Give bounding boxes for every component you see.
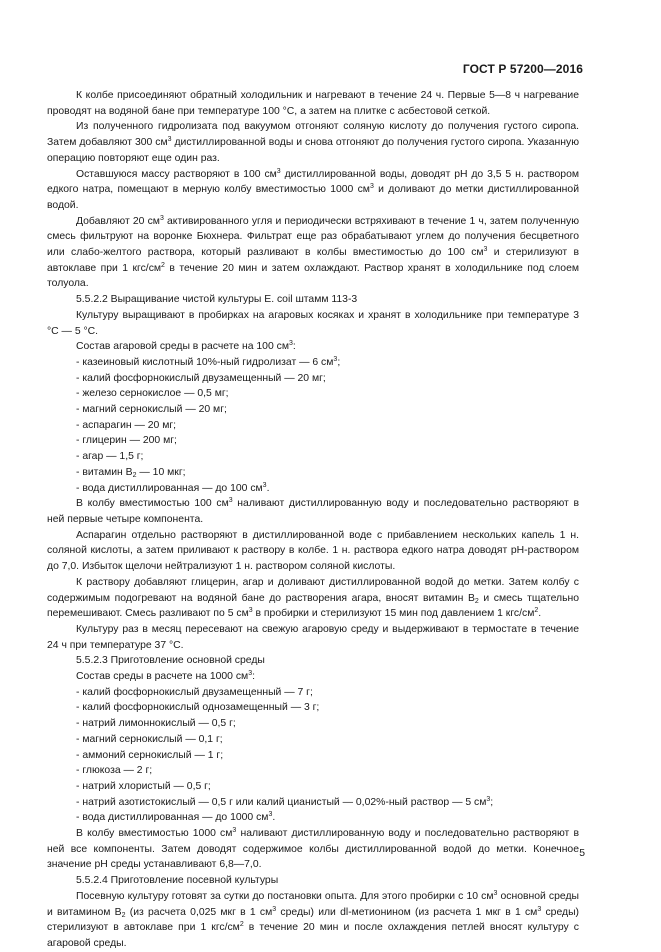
paragraph: Культуру раз в месяц пересевают на свежую агаровую среду и выдерживают в термостате в течение 24 ч при температуре 37 °С. xyxy=(47,623,579,651)
standard-header: ГОСТ Р 57200—2016 xyxy=(462,62,583,76)
list-item: - вода дистиллированная — до 1000 $см^3$. xyxy=(76,811,276,824)
list-item: - железо сернокислое — 0,5 мг; xyxy=(76,388,229,400)
section-heading-5-5-2-2: 5.5.2.2 Выращивание чистой культуры E. coil штамм 113-3 xyxy=(76,294,358,306)
section-heading-5-5-2-4: 5.5.2.4 Приготовление посевной культуры xyxy=(76,875,279,887)
paragraph: Культуру выращивают в пробирках на агаровых косяках и хранят в холодильнике при температуре 3 °С — 5 °С. xyxy=(47,309,579,337)
paragraph: Аспарагин отдельно растворяют в дистиллированной воде с прибавлением нескольких капель 1 н. соляной кислоты, а затем приливают к раствору в колбе. 1 н. раствора едкого натра доводят рН-раствором до 7,0. Избыток щелочи нейтрализуют 1 н. раствором соляной кислоты. xyxy=(47,529,579,573)
paragraph: Добавляют 20 $см^3$ активированного угля и периодически встряхивают в течение 1 ч, затем полученную смесь фильтруют на воронке Бюхнера. Фильтрат еще раз обрабатывают углем до получения бесцветного или слабо-желтого раствора, который разливают в колбы вместимостью до 100 $см^3$ и стерилизуют в автоклаве при 1 кгс/$см^2$ в течение 20 мин и затем охлаждают. Раствор хранят в холодильнике под слоем толуола. xyxy=(47,214,580,290)
paragraph: В колбу вместимостью 100 $см^3$ наливают дистиллированную воду и последовательно растворяют в ней первые четыре компонента. xyxy=(47,497,579,525)
list-item: - калий фосфорнокислый двузамещенный — 20 мг; xyxy=(76,372,326,384)
list-item: - глицерин — 200 мг; xyxy=(76,435,177,447)
list-item: - натрий лимоннокислый — 0,5 г; xyxy=(76,718,236,730)
list-item: - витамин $В_2$ — 10 мкг; xyxy=(76,466,186,479)
list-item: - калий фосфорнокислый однозамещенный — 3 г; xyxy=(76,702,320,714)
page-number: 5 xyxy=(579,848,585,859)
list-item: - глюкоза — 2 г; xyxy=(76,765,153,777)
document-body xyxy=(47,88,579,952)
list-item: - вода дистиллированная — до 100 $см^3$. xyxy=(76,481,270,494)
list-item: - казеиновый кислотный 10%-ный гидролизат — 6 $см^3$; xyxy=(76,355,341,368)
list-item: - магний сернокислый — 0,1 г; xyxy=(76,733,223,745)
paragraph: Из полученного гидролизата под вакуумом отгоняют соляную кислоту до получения густого сиропа. Затем добавляют 300 $см^3$ дистиллированной воды и снова отгоняют до получения густого сиропа. Указанную операцию повторяют еще один раз. xyxy=(47,121,579,164)
section-heading-5-5-2-3: 5.5.2.3 Приготовление основной среды xyxy=(76,655,265,667)
list-item: - агар — 1,5 г; xyxy=(76,451,144,463)
paragraph: К колбе присоединяют обратный холодильник и нагревают в течение 24 ч. Первые 5—8 ч нагревание проводят на водяной бане при температуре 100 °С, а затем на плитке с асбестовой сеткой. xyxy=(47,90,579,117)
paragraph: К раствору добавляют глицерин, агар и доливают дистиллированной водой до метки. Затем колбу с содержимым подогревают на водяной бане до растворения агара, вносят витамин $В_2$ и смесь тщательно перемешивают. Смесь разливают по 5 $см^3$ в пробирки и стерилизуют 15 мин под давлением 1 кгс/$см^2$. xyxy=(47,576,579,620)
list-item: - калий фосфорнокислый двузамещенный — 7 г; xyxy=(76,686,313,698)
list-item: - натрий хлористый — 0,5 г; xyxy=(76,780,211,792)
list-item: - аспарагин — 20 мг; xyxy=(76,419,177,431)
list-item: - натрий азотистокислый — 0,5 г или калий цианистый — 0,02%-ный раствор — 5 $см^3$; xyxy=(76,795,494,808)
agar-medium-title: Состав агаровой среды в расчете на 100 $см^3$: xyxy=(76,340,296,353)
main-medium-title: Состав среды в расчете на 1000 $см^3$: xyxy=(76,670,255,683)
paragraph: В колбу вместимостью 1000 $см^3$ наливают дистиллированную воду и последовательно растворяют в ней все компоненты. Затем доводят содержимое колбы дистиллированной водой до метки. Конечное значение рН среды устанавливают 6,8—7,0. xyxy=(47,827,579,871)
list-item: - магний сернокислый — 20 мг; xyxy=(76,404,227,416)
list-item: - аммоний сернокислый — 1 г; xyxy=(76,749,224,761)
paragraph: Посевную культуру готовят за сутки до постановки опыта. Для этого пробирки с 10 $см^3$ основной среды и витамином $В_2$ (из расчета 0,025 мкг в 1 $см^3$ среды) или dl-метионином (из расчета 1 мкг в 1 $см^3$ среды) стерилизуют в автоклаве при 1 кгс/$см^2$ в течение 20 мин и после охлаждения петлей вносят культуру с агаровой среды. xyxy=(47,889,579,949)
paragraph: Оставшуюся массу растворяют в 100 $см^3$ дистиллированной воды, доводят рН до 3,5 5 н. раствором едкого натра, помещают в мерную колбу вместимостью 1000 $см^3$ и доливают до метки дистиллированной водой. xyxy=(47,167,580,211)
